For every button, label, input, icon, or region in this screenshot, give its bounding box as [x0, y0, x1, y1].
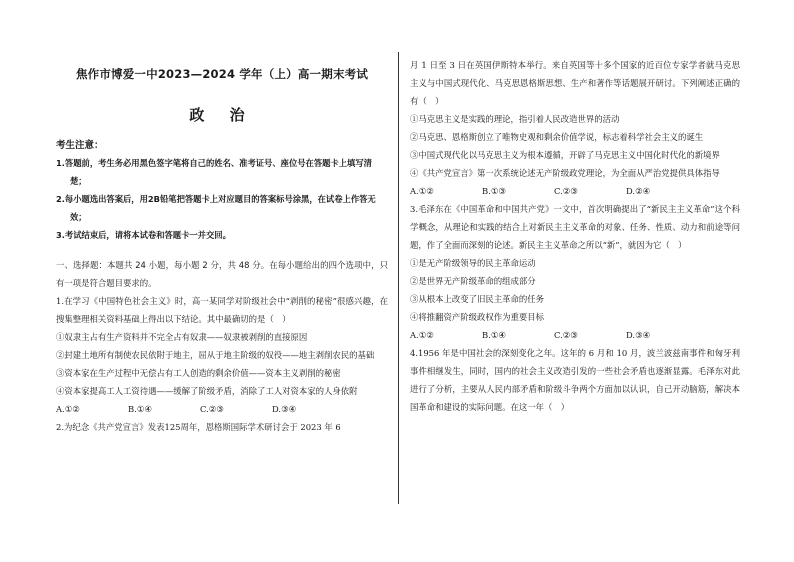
question-3-statement: ④将推翻资产阶级政权作为重要目标 — [410, 312, 544, 322]
question-3-stem: 3.毛泽东在《中国革命和中国共产党》一文中，首次明确提出了“新民主主义革命”这个科学概念，从理论和实践的结合上对新民主主义革命的对象、任务、性质、动力和前途等问题，作了全面而深刻的论述。新民主主义革命之所以“新”，就因为它（ ） — [410, 204, 740, 250]
questions-left — [56, 256, 388, 436]
notice-item: 3.考试结束后，请将本试卷和答题卡一并交回。 — [56, 230, 231, 240]
option-d: D.③④ — [272, 404, 297, 414]
option-c: C.②③ — [554, 330, 578, 340]
question-1-statement: ④资本家提高工人工资待遇——缓解了阶级矛盾，消除了工人对资本家的人身依附 — [56, 386, 358, 396]
question-3-options — [410, 326, 740, 344]
question-1-statement: ②封建土地所有制使农民依附于地主，屈从于地主阶级的奴役——地主剥削农民的基础 — [56, 350, 375, 360]
question-2-statement: ①马克思主义是实践的理论，指引着人民改造世界的活动 — [410, 114, 620, 124]
question-1-statement: ③资本家在生产过程中无偿占有工人创造的剩余价值——资本主义剥削的秘密 — [56, 368, 341, 378]
option-d: D.③④ — [626, 330, 651, 340]
question-2-stem-cont: 月 1 日至 3 日在英国伊斯特本举行。来自英国等十多个国家的近百位专家学者就马克思主义与中国式现代化、马克思恩格斯思想、生产和著作等话题展开研讨。下列阐述正确的有（ ） — [410, 60, 740, 106]
subject-title: 政 治 — [189, 106, 255, 124]
section-heading: 一、选择题：本题共 24 小题，每小题 2 分，共 48 分。在每小题给出的四个选项中，只有一项是符合题目要求的。 — [56, 260, 388, 288]
question-1-statement: ①奴隶主占有生产资料并不完全占有奴隶——奴隶被剥削的直接原因 — [56, 332, 308, 342]
question-3-statement: ①是无产阶级领导的民主革命运动 — [410, 258, 536, 268]
question-1-stem: 1.在学习《中国特色社会主义》时，高一某同学对阶级社会中“剥削的秘密”很感兴趣，在搜集整理相关资料基础上得出以下结论。其中最确切的是（ ） — [56, 296, 388, 324]
option-d: D.②④ — [626, 186, 651, 196]
notice-item: 1.答题前，考生务必用黑色签字笔将自己的姓名、准考证号、座位号在答题卡上填写清楚； — [56, 158, 372, 186]
question-2-options — [410, 182, 740, 200]
option-a: A.①② — [410, 330, 434, 340]
question-3-statement: ③从根本上改变了旧民主革命的任务 — [410, 294, 544, 304]
question-1-options — [56, 400, 388, 418]
option-b: B.①④ — [128, 404, 152, 414]
option-c: C.②③ — [200, 404, 224, 414]
exam-title: 焦作市博爱一中2023—2024 学年（上）高一期末考试 — [75, 67, 369, 81]
question-3-statement: ②是世界无产阶级革命的组成部分 — [410, 276, 536, 286]
question-4-stem: 4.1956 年是中国社会的深刻变化之年。这年的 6 月和 10 月，波兰波兹南事件和匈牙利事件相继发生，同时，国内的社会主义改造引发的一些社会矛盾也逐渐显露。毛泽东对此进行了分析，主要从人民内部矛盾和阶级斗争两个方面加以认识，自己开动脑筋，解决本国革命和建设的实际问题。在这一年（ ） — [410, 348, 740, 412]
option-a: A.①② — [410, 186, 434, 196]
option-b: B.①③ — [482, 186, 506, 196]
notice-heading: 考生注意： — [56, 140, 104, 151]
questions-right — [410, 56, 740, 416]
option-c: C.②③ — [554, 186, 578, 196]
option-a: A.①② — [56, 404, 80, 414]
column-divider — [398, 52, 399, 504]
notice-list — [56, 154, 388, 244]
question-2-statement: ③中国式现代化以马克思主义为根本遵循，开辟了马克思主义中国化时代化的新境界 — [410, 150, 720, 160]
question-2-statement: ④《共产党宣言》第一次系统论述无产阶级政党理论，为全面从严治党提供具体指导 — [410, 168, 720, 178]
notice-item: 2.每小题选出答案后，用2B铅笔把答题卡上对应题目的答案标号涂黑，在试卷上作答无效； — [56, 194, 376, 222]
question-2-stem-start: 2.为纪念《共产党宣言》发表125周年，恩格斯国际学术研讨会于 2023 年 6 — [56, 422, 341, 432]
question-2-statement: ②马克思、恩格斯创立了唯物史观和剩余价值学说，标志着科学社会主义的诞生 — [410, 132, 704, 142]
option-b: B.①④ — [482, 330, 506, 340]
